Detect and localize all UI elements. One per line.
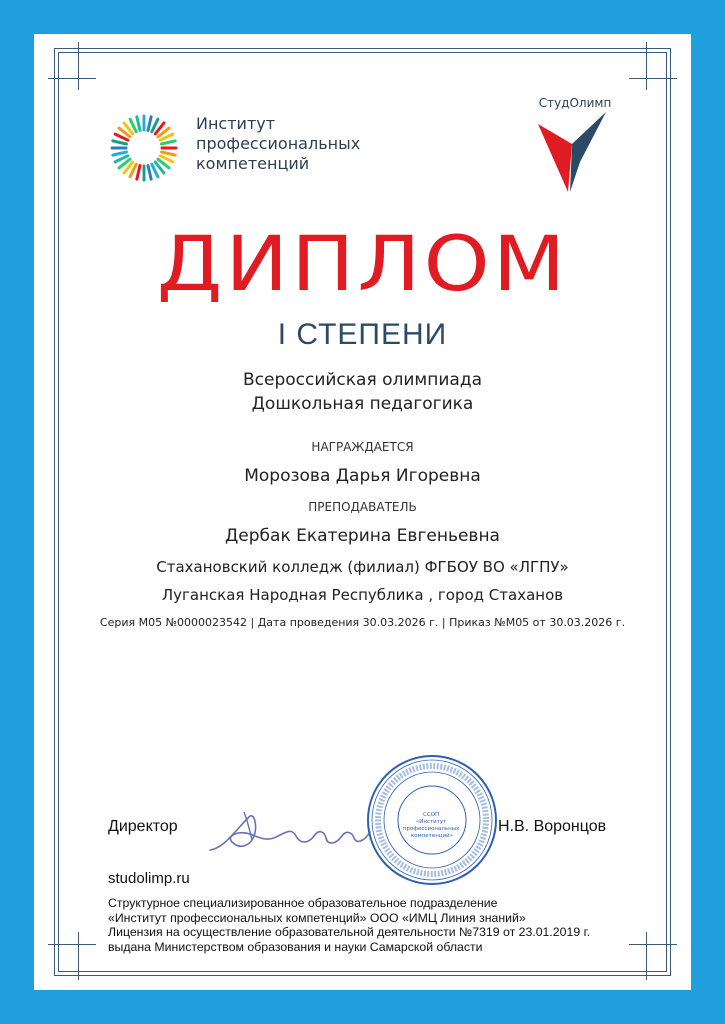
- awardee-name: Морозова Дарья Игоревна: [244, 466, 481, 486]
- logo-ray: [162, 152, 176, 155]
- institute-line: Институт: [196, 114, 276, 133]
- location: Луганская Народная Республика , город Стаханов: [161, 586, 564, 604]
- corner-line: [646, 42, 647, 90]
- studolimp-logo-icon: [536, 110, 608, 192]
- institute-name: [196, 114, 396, 174]
- institution-name: Стахановский колледж (филиал) ФГБОУ ВО «ЛГПУ»: [156, 558, 569, 576]
- corner-line: [629, 78, 677, 79]
- footer-text: [108, 896, 628, 954]
- logo-ray: [137, 117, 140, 131]
- stamp-center-text: ССОП «Институт профессиональных компетенций»: [402, 812, 460, 839]
- logo-ray: [137, 166, 140, 180]
- diploma-degree: I СТЕПЕНИ: [277, 318, 448, 351]
- footer-line: Структурное специализированное образовательное подразделение: [108, 896, 498, 910]
- footer-line: «Институт профессиональных компетенций» ООО «ИМЦ Линия знаний»: [108, 910, 526, 925]
- institute-line: компетенций: [196, 154, 310, 173]
- corner-line: [646, 932, 647, 980]
- teacher-label: ПРЕПОДАВАТЕЛЬ: [308, 500, 417, 514]
- logo-ray: [162, 141, 176, 144]
- olympiad-subject: Дошкольная педагогика: [251, 394, 474, 414]
- website-link[interactable]: studolimp.ru: [108, 870, 190, 887]
- corner-line: [48, 78, 96, 79]
- studolimp-label: СтудОлимп: [538, 96, 612, 110]
- awarded-label: НАГРАЖДАЕТСЯ: [311, 440, 414, 454]
- signature-icon: [204, 792, 384, 862]
- series-line: Серия М05 №0000023542 | Дата проведения 30.03.2026 г. | Приказ №М05 от 30.03.2026 г.: [99, 616, 626, 629]
- logo-ray: [148, 117, 151, 131]
- institute-line: профессиональных: [196, 134, 361, 153]
- olympiad-type: Всероссийская олимпиада: [242, 370, 482, 390]
- corner-line: [48, 944, 96, 945]
- diploma-sheet: [34, 34, 691, 990]
- corner-line: [78, 932, 79, 980]
- teacher-name: Дербак Екатерина Евгеньевна: [225, 526, 500, 546]
- corner-line: [629, 944, 677, 945]
- institute-logo-icon: [108, 112, 180, 184]
- diploma-title: ДИПЛОМ: [156, 219, 569, 309]
- logo-ray: [113, 152, 127, 155]
- director-label: Директор: [108, 818, 178, 835]
- logo-ray: [148, 166, 151, 180]
- corner-line: [78, 42, 79, 90]
- logo-ray: [113, 141, 127, 144]
- footer-line: Лицензия на осуществление образовательной деятельности №7319 от 23.01.2019 г.: [108, 925, 590, 939]
- director-name: Н.В. Воронцов: [498, 818, 607, 835]
- footer-line: выдана Министерством образования и науки Самарской области: [108, 939, 483, 954]
- stamp-icon: [364, 752, 500, 888]
